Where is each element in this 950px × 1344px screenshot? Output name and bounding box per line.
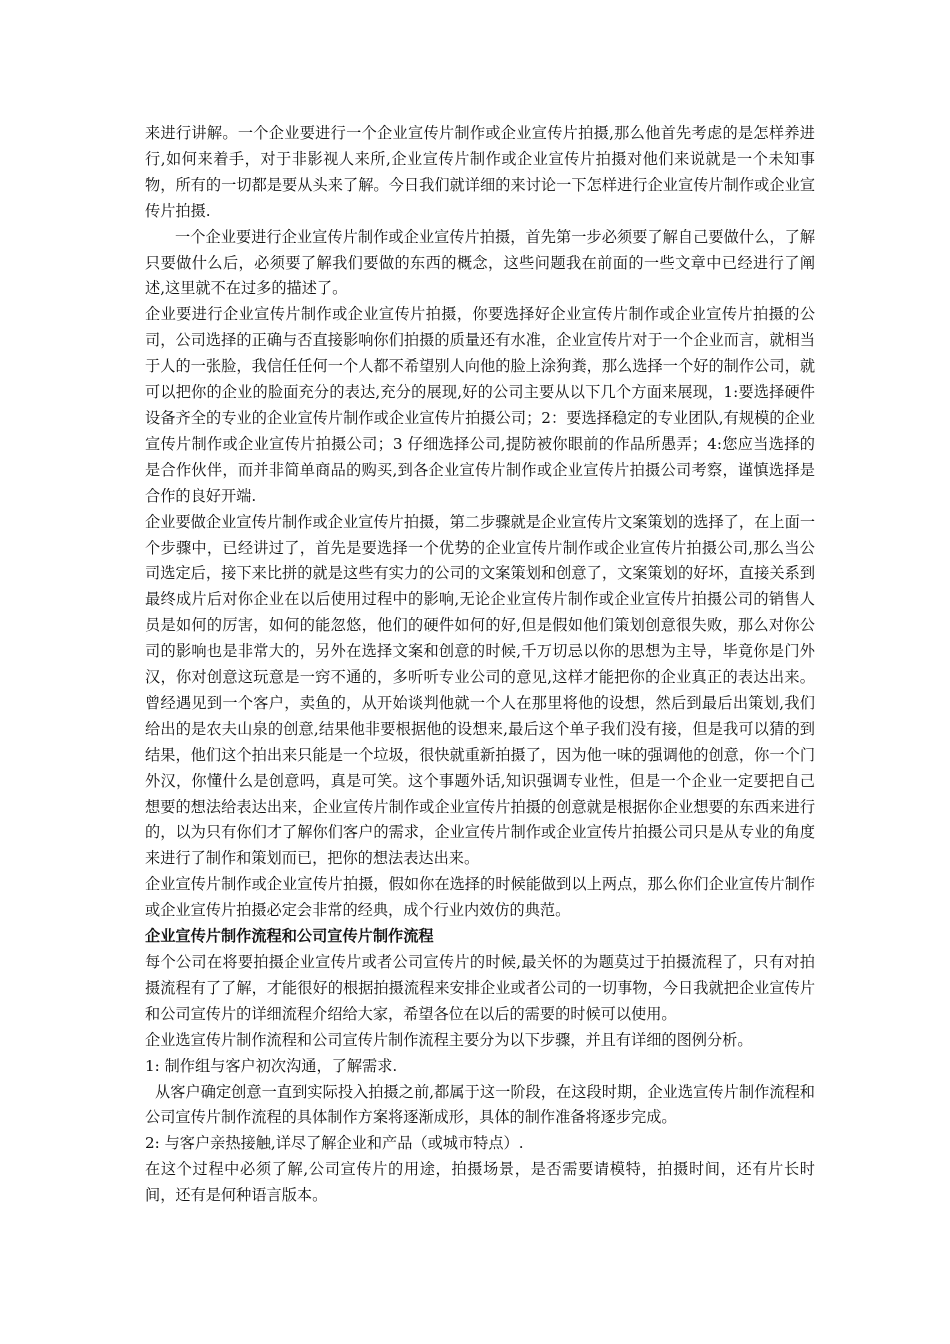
process-intro-paragraph: 每个公司在将要拍摄企业宣传片或者公司宣传片的时候,最关怀的为题莫过于拍摄流程了，只有对拍摄流程有了了解，才能很好的根据拍摄流程来安排企业或者公司的一切事物，今日我就把企业宣传片和公司宣传片的详细流程介绍给大家，希望各位在以后的需要的时候可以使用。 [145, 953, 815, 1023]
copywriting-paragraph: 企业要做企业宣传片制作或企业宣传片拍摄，第二步骤就是企业宣传片文案策划的选择了，在上面一个步骤中，已经讲过了，首先是要选择一个优势的企业宣传片制作或企业宣传片拍摄公司,那么当公司选定后，接下来比拼的就是这些有实力的公司的文案策划和创意了，文案策划的好坏，直接关系到最终成片后对你企业在以后使用过程中的影响,无论企业宣传片制作或企业宣传片拍摄公司的销售人员是如何的厉害，如何的能忽悠，他们的硬件如何的好,但是假如他们策划创意很失败，那么对你公司的影响也是非常大的，另外在选择文案和创意的时候,千万切忌以你的思想为主导，毕竟你是门外汉，你对创意这玩意是一窍不通的，多听听专业公司的意见,这样才能把你的企业真正的表达出来。曾经遇见到一个客户，卖鱼的，从开始谈判他就一个人在那里将他的设想，然后到最后出策划,我们给出的是农夫山泉的创意,结果他非要根据他的设想来,最后这个单子我们没有接，但是我可以猜的到结果，他们这个拍出来只能是一个垃圾，很快就重新拍摄了，因为他一味的强调他的创意，你一个门外汉，你懂什么是创意吗，真是可笑。这个事题外话,知识强调专业性，但是一个企业一定要把自己想要的想法给表达出来，企业宣传片制作或企业宣传片拍摄的创意就是根据你企业想要的东西来进行的，以为只有你们才了解你们客户的需求，企业宣传片制作或企业宣传片拍摄公司只是从专业的角度来进行了制作和策划而已，把你的想法表达出来。 [145, 512, 815, 868]
process-steps-paragraph: 企业选宣传片制作流程和公司宣传片制作流程主要分为以下步骤，并且有详细的图例分析。 [145, 1030, 753, 1049]
step-2-description: 在这个过程中必须了解,公司宣传片的用途，拍摄场景，是否需要请模特，拍摄时间，还有片长时间，还有是何种语言版本。 [145, 1160, 815, 1205]
company-selection-paragraph: 企业要进行企业宣传片制作或企业宣传片拍摄，你要选择好企业宣传片制作或企业宣传片拍摄的公司，公司选择的正确与否直接影响你们拍摄的质量还有水准，企业宣传片对于一个企业而言，就相当于人的一张脸，我信任任何一个人都不希望别人向他的脸上涂狗粪，那么选择一个好的制作公司，就可以把你的企业的脸面充分的表达,充分的展现,好的公司主要从以下几个方面来展现，1:要选择硬件设备齐全的专业的企业宣传片制作或企业宣传片拍摄公司；2：要选择稳定的专业团队,有规模的企业宣传片制作或企业宣传片拍摄公司；3 仔细选择公司,提防被你眼前的作品所愚弄；4:您应当选择的是合作伙伴，而并非简单商品的购买,到各企业宣传片制作或企业宣传片拍摄公司考察，谨慎选择是合作的良好开端. [145, 305, 815, 505]
section-heading: 企业宣传片制作流程和公司宣传片制作流程 [145, 927, 434, 946]
step-one-paragraph: 一个企业要进行企业宣传片制作或企业宣传片拍摄，首先第一步必须要了解自己要做什么，了解只要做什么后，必须要了解我们要做的东西的概念，这些问题我在前面的一些文章中已经进行了阐述,这里就不在过多的描述了。 [145, 227, 815, 298]
step-1-description: 从客户确定创意一直到实际投入拍摄之前,都属于这一阶段，在这段时期，企业选宣传片制作流程和公司宣传片制作流程的具体制作方案将逐渐成形，具体的制作准备将逐步完成。 [145, 1082, 815, 1127]
document-page [145, 121, 815, 1209]
summary-paragraph: 企业宣传片制作或企业宣传片拍摄，假如你在选择的时候能做到以上两点，那么你们企业宣传片制作或企业宣传片拍摄必定会非常的经典，成个行业内效仿的典范。 [145, 875, 815, 920]
step-2-label: 2: 与客户亲热接触,详尽了解企业和产品（或城市特点）. [145, 1134, 524, 1153]
step-1-label: 1: 制作组与客户初次沟通，了解需求. [145, 1056, 398, 1075]
intro-paragraph: 来进行讲解。一个企业要进行一个企业宣传片制作或企业宣传片拍摄,那么他首先考虑的是怎样养进行,如何来着手，对于非影视人来所,企业宣传片制作或企业宣传片拍摄对他们来说就是一个未知事物，所有的一切都是要从头来了解。今日我们就详细的来讨论一下怎样进行企业宣传片制作或企业宣传片拍摄. [145, 124, 815, 220]
